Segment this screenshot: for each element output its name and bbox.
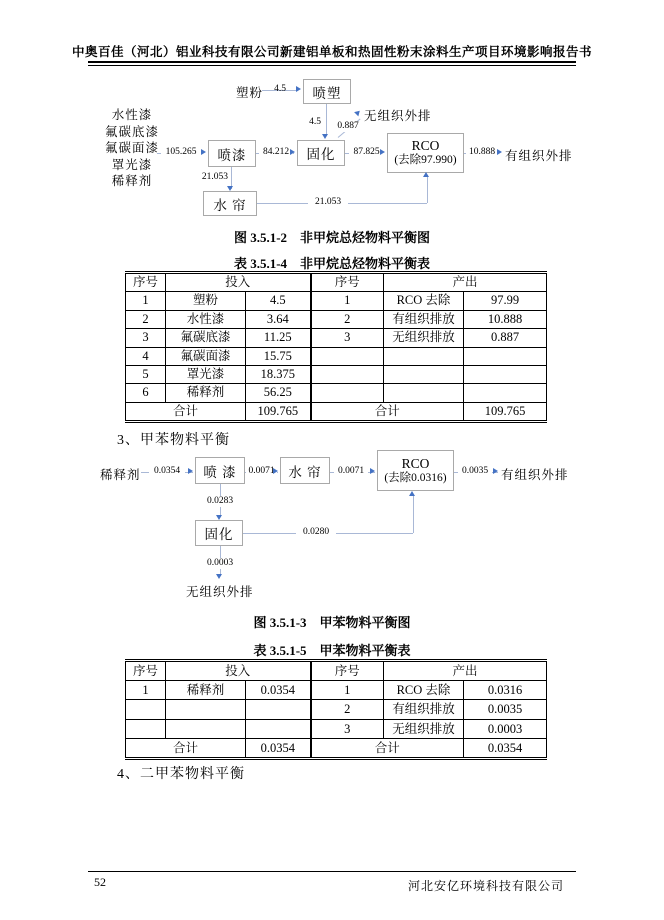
- table-cell: 无组织排放: [384, 329, 464, 347]
- table-cell: 3: [311, 719, 384, 738]
- flow-value: 84.212: [259, 147, 293, 158]
- table-cell: 15.75: [246, 347, 311, 365]
- table-cell: 1: [311, 681, 384, 700]
- table-cell: 1: [126, 292, 166, 310]
- table-cell: [246, 700, 311, 719]
- col-header-output: 产出: [384, 273, 547, 292]
- arrow-right-icon: [273, 468, 278, 474]
- table-cell: [384, 384, 464, 402]
- process-box-shuilian: 水 帘: [203, 191, 257, 216]
- arrow-right-icon: [290, 149, 295, 155]
- total-label-cell: 合计: [311, 402, 464, 421]
- table-row: [126, 329, 547, 347]
- section-heading-xylene: 4、二甲苯物料平衡: [117, 767, 245, 782]
- organized-outlet-label: 有组织外排: [505, 149, 573, 163]
- table-cell: 2: [126, 310, 166, 328]
- arrow-up-right-icon: [354, 109, 362, 117]
- table-cell: 3: [126, 329, 166, 347]
- table-cell: RCO 去除: [384, 292, 464, 310]
- table-cell: [126, 719, 166, 738]
- rco-removal-rate: (去除0.0316): [384, 471, 447, 484]
- footer-company: 河北安亿环境科技有限公司: [407, 879, 564, 893]
- fugitive-outlet-label: 无组织外排: [364, 109, 432, 123]
- table-cell: [384, 347, 464, 365]
- table-cell: 0.887: [464, 329, 547, 347]
- input-label-xishiji: 稀释剂: [100, 468, 141, 482]
- table-cell: 18.375: [246, 366, 311, 384]
- flow-value: 105.265: [161, 147, 201, 158]
- rco-removal-rate: (去除97.990): [394, 154, 457, 167]
- flow-value: 0.0071: [246, 466, 277, 477]
- arrow-right-icon: [380, 149, 385, 155]
- table-cell: 水性漆: [166, 310, 246, 328]
- flow-value: 10.888: [466, 147, 498, 158]
- arrow-right-icon: [493, 468, 498, 474]
- table-row: [126, 384, 547, 402]
- table-cell: [384, 366, 464, 384]
- connector-line: [326, 104, 327, 136]
- table-cell: 氟碳底漆: [166, 329, 246, 347]
- flow-value: 0.0003: [202, 558, 238, 569]
- flow-value: 0.0354: [149, 466, 185, 477]
- table-cell: 0.0035: [464, 700, 547, 719]
- table-cell: 塑粉: [166, 292, 246, 310]
- table-row: [126, 719, 547, 738]
- process-box-rco: [377, 450, 454, 491]
- total-value-cell: 0.0354: [464, 738, 547, 758]
- process-box-guhua: 固化: [297, 140, 345, 166]
- table-cell: 0.0003: [464, 719, 547, 738]
- col-header-seq2: 序号: [311, 661, 384, 681]
- paint-input-list: [99, 107, 165, 190]
- page-header-title: 中奥百佳（河北）铝业科技有限公司新建铝单板和热固性粉末涂料生产项目环境影响报告书: [71, 45, 592, 59]
- table-cell: 97.99: [464, 292, 547, 310]
- table-header-row: [126, 661, 547, 681]
- table-cell: 0.0354: [246, 681, 311, 700]
- table-cell: 2: [311, 310, 384, 328]
- table-cell: 5: [126, 366, 166, 384]
- arrow-right-icon: [188, 468, 193, 474]
- table-cell: [126, 700, 166, 719]
- flow-value: 0.0280: [296, 527, 336, 538]
- arrow-right-icon: [370, 468, 375, 474]
- toluene-balance-table: [125, 659, 547, 760]
- table-cell: 有组织排放: [384, 700, 464, 719]
- total-label-cell: 合计: [126, 402, 246, 421]
- table-cell: 1: [126, 681, 166, 700]
- table-cell: [166, 719, 246, 738]
- table-cell: [464, 384, 547, 402]
- arrow-up-icon: [423, 172, 429, 177]
- flow-value: 4.5: [309, 117, 321, 127]
- total-value-cell: 109.765: [246, 402, 311, 421]
- table-row: [126, 292, 547, 310]
- col-header-input: 投入: [166, 273, 311, 292]
- figure-caption: 图 3.5.1-3 甲苯物料平衡图: [253, 615, 411, 630]
- table-caption: 表 3.5.1-4 非甲烷总烃物料平衡表: [233, 256, 431, 271]
- table-caption: 表 3.5.1-5 甲苯物料平衡表: [253, 643, 411, 658]
- table-header-row: [126, 273, 547, 292]
- table-cell: [166, 700, 246, 719]
- arrow-up-icon: [409, 491, 415, 496]
- table-cell: 4.5: [246, 292, 311, 310]
- table-cell: 11.25: [246, 329, 311, 347]
- connector-line: [413, 495, 414, 533]
- table-row: [126, 347, 547, 365]
- arrow-right-icon: [201, 149, 206, 155]
- footer-rule: [88, 871, 576, 872]
- col-header-seq2: 序号: [311, 273, 384, 292]
- table-cell: 3.64: [246, 310, 311, 328]
- input-label: 氟碳底漆: [104, 124, 159, 139]
- table-cell: [464, 366, 547, 384]
- arrow-down-icon: [216, 574, 222, 579]
- flow-value: 87.825: [349, 147, 384, 158]
- flow-value: 21.053: [201, 172, 228, 182]
- process-box-pensu: 喷塑: [303, 79, 351, 104]
- table-cell: 56.25: [246, 384, 311, 402]
- input-label: 水性漆: [111, 108, 153, 122]
- process-box-rco: [387, 133, 464, 173]
- table-cell: 2: [311, 700, 384, 719]
- process-box-penqi: 喷 漆: [195, 457, 245, 484]
- total-label-cell: 合计: [126, 738, 246, 758]
- process-box-shuilian: 水 帘: [280, 457, 330, 484]
- flow-value: 21.053: [308, 197, 348, 208]
- process-box-guhua: 固化: [195, 520, 243, 546]
- section-heading-toluene: 3、甲苯物料平衡: [117, 433, 230, 448]
- arrow-down-icon: [227, 186, 233, 191]
- flow-value: 0.0283: [202, 496, 238, 507]
- table-cell: [246, 719, 311, 738]
- table-cell: 有组织排放: [384, 310, 464, 328]
- table-cell: 罩光漆: [166, 366, 246, 384]
- col-header-seq: 序号: [126, 273, 166, 292]
- table-row: [126, 681, 547, 700]
- table-total-row: [126, 738, 547, 758]
- table-cell: 无组织排放: [384, 719, 464, 738]
- input-label: 稀释剂: [111, 174, 153, 188]
- table-cell: 稀释剂: [166, 384, 246, 402]
- table-cell: RCO 去除: [384, 681, 464, 700]
- input-label: 氟碳面漆: [104, 141, 159, 155]
- total-value-cell: 0.0354: [246, 738, 311, 758]
- fugitive-outlet-label: 无组织外排: [186, 585, 254, 599]
- flow-value: 4.5: [274, 84, 286, 94]
- total-value-cell: 109.765: [464, 402, 547, 421]
- nmhc-balance-table: [125, 271, 547, 423]
- total-label-cell: 合计: [311, 738, 464, 758]
- arrow-down-icon: [216, 515, 222, 520]
- table-cell: [464, 347, 547, 365]
- arrow-right-icon: [497, 149, 502, 155]
- table-cell: 0.0316: [464, 681, 547, 700]
- col-header-seq: 序号: [126, 661, 166, 681]
- table-row: [126, 310, 547, 328]
- table-cell: [311, 384, 384, 402]
- page-number: 52: [94, 875, 106, 889]
- rco-title: RCO: [411, 138, 440, 153]
- connector-line: [427, 176, 428, 203]
- table-cell: 4: [126, 347, 166, 365]
- arrow-right-icon: [296, 86, 301, 92]
- organized-outlet-label: 有组织外排: [501, 468, 569, 482]
- table-row: [126, 366, 547, 384]
- table-cell: [311, 366, 384, 384]
- process-box-penqi: 喷漆: [208, 140, 256, 167]
- header-rule-thin: [88, 65, 576, 66]
- col-header-input: 投入: [166, 661, 311, 681]
- flow-value: 0.887: [333, 121, 363, 132]
- table-row: [126, 700, 547, 719]
- table-cell: 6: [126, 384, 166, 402]
- input-label-suifen: 塑粉: [236, 86, 264, 100]
- table-cell: [311, 347, 384, 365]
- figure-caption: 图 3.5.1-2 非甲烷总烃物料平衡图: [233, 230, 431, 245]
- flow-value: 0.0071: [334, 466, 368, 477]
- col-header-output: 产出: [384, 661, 547, 681]
- arrow-down-icon: [322, 134, 328, 139]
- table-cell: 10.888: [464, 310, 547, 328]
- table-cell: 氟碳面漆: [166, 347, 246, 365]
- table-cell: 1: [311, 292, 384, 310]
- table-cell: 稀释剂: [166, 681, 246, 700]
- flow-value: 0.0035: [458, 466, 492, 477]
- table-cell: 3: [311, 329, 384, 347]
- header-rule-thick: [88, 61, 576, 63]
- input-label: 罩光漆: [111, 157, 153, 172]
- table-total-row: [126, 402, 547, 421]
- rco-title: RCO: [401, 455, 430, 471]
